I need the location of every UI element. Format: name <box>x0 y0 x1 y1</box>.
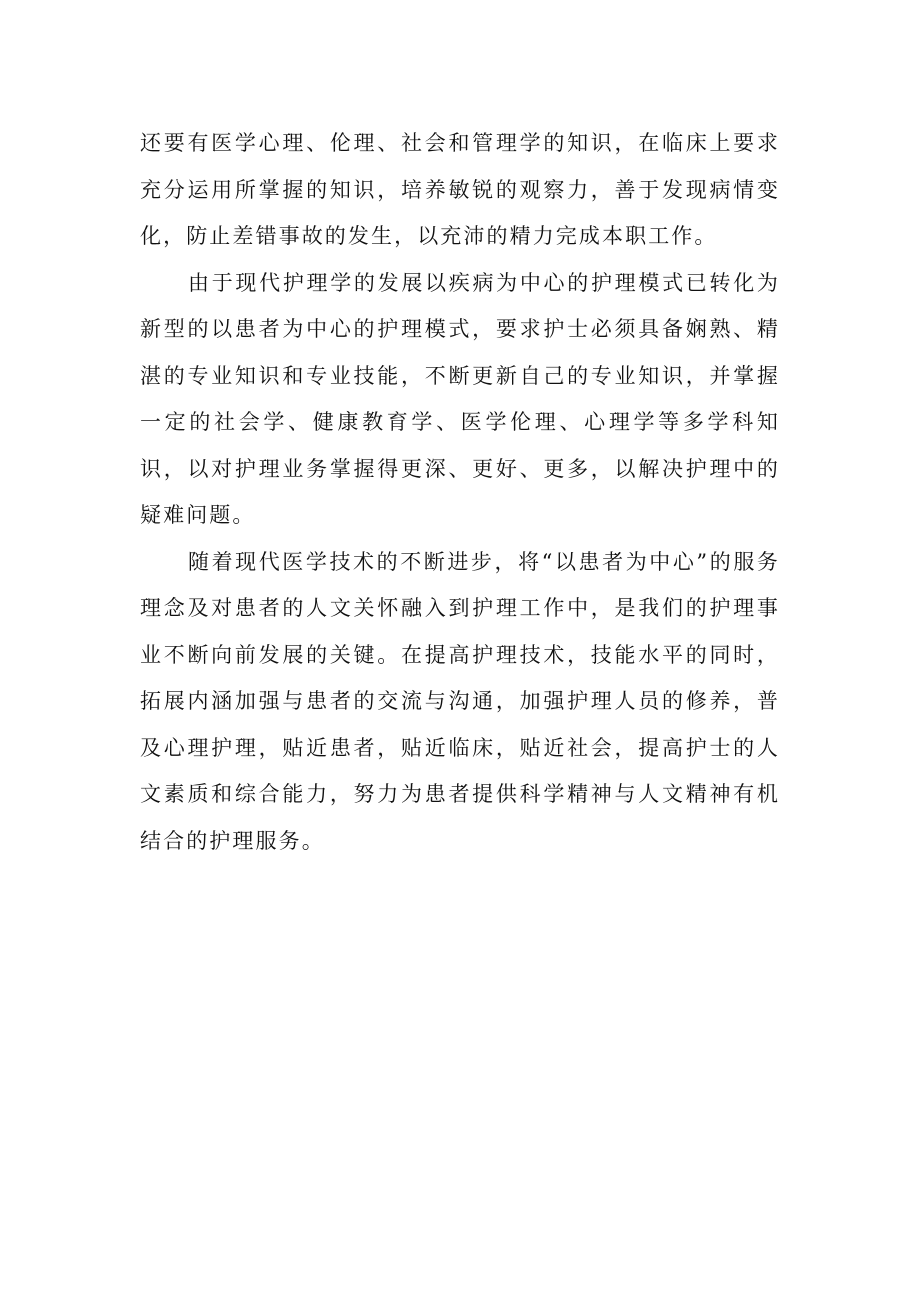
paragraph-1: 还要有医学心理、伦理、社会和管理学的知识，在临床上要求充分运用所掌握的知识，培养敏锐的观察力，善于发现病情变化，防止差错事故的发生，以充沛的精力完成本职工作。 <box>140 131 780 248</box>
paragraph-2: 由于现代护理学的发展以疾病为中心的护理模式已转化为新型的以患者为中心的护理模式，要求护士必须具备娴熟、精湛的专业知识和专业技能，不断更新自己的专业知识，并掌握一定的社会学、健康教育学、医学伦理、心理学等多学科知识，以对护理业务掌握得更深、更好、更多，以解决护理中的疑难问题。 <box>140 270 780 527</box>
paragraph-3: 随着现代医学技术的不断进步，将“以患者为中心”的服务理念及对患者的人文关怀融入到护理工作中，是我们的护理事业不断向前发展的关键。在提高护理技术，技能水平的同时，拓展内涵加强与患者的交流与沟通，加强护理人员的修养，普及心理护理，贴近患者，贴近临床，贴近社会，提高护士的人文素质和综合能力，努力为患者提供科学精神与人文精神有机结合的护理服务。 <box>140 549 780 853</box>
body-text <box>140 120 780 864</box>
